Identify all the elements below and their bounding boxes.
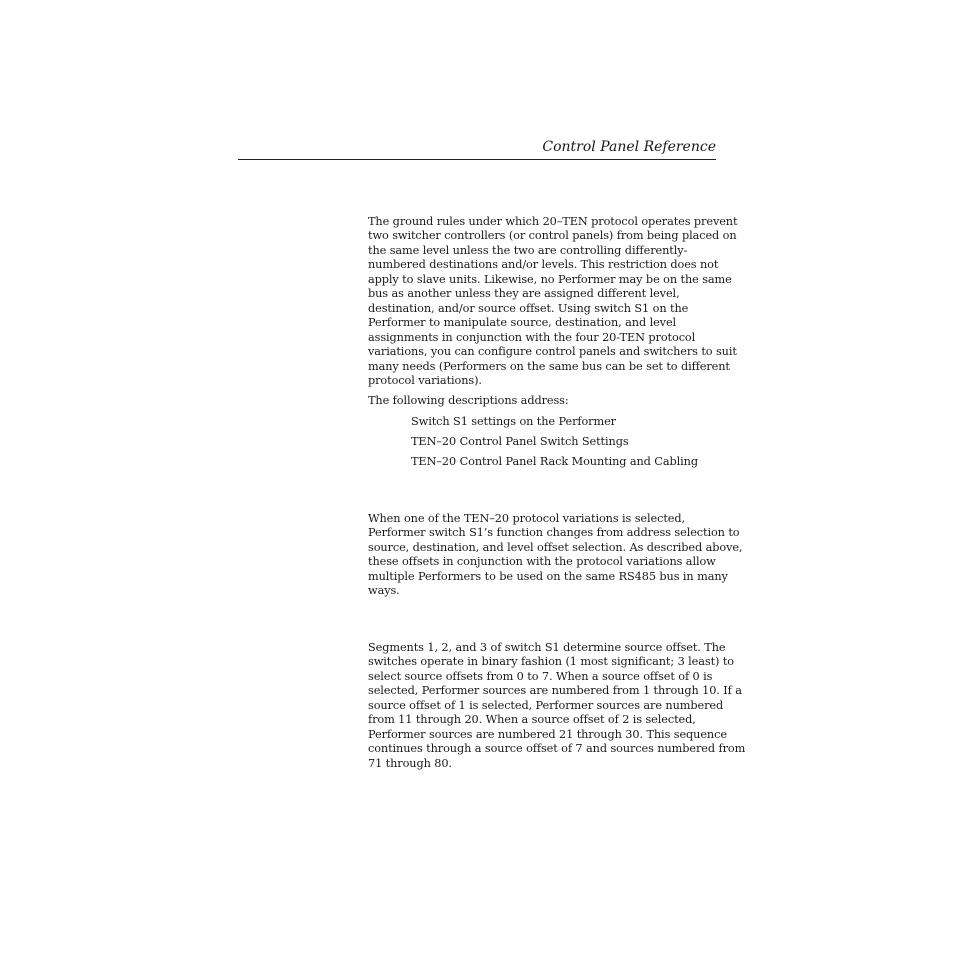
list-item: Switch S1 settings on the Performer (411, 415, 616, 428)
text-line: continues through a source offset of 7 and sources numbered from (368, 742, 746, 756)
text-line: the same level unless the two are controlling differently- (368, 243, 688, 257)
running-header-title: Control Panel Reference (542, 139, 716, 155)
text-line: ways. (368, 584, 400, 598)
text-line: from 11 through 20. When a source offset of 2 is selected, (368, 713, 696, 727)
list-item: TEN–20 Control Panel Rack Mounting and Cabling (411, 455, 698, 468)
text-line: destination, and/or source offset. Using switch S1 on the (368, 301, 689, 315)
text-line: bus as another unless they are assigned different level, (368, 287, 680, 301)
text-line: Performer sources are numbered 21 through 30. This sequence (368, 727, 727, 741)
text-line: 71 through 80. (368, 756, 452, 770)
text-line: source, destination, and level offset selection. As described above, (368, 540, 743, 554)
text-line: variations, you can configure control panels and switchers to suit (368, 345, 737, 359)
text-line: many needs (Performers on the same bus can be set to different (368, 359, 730, 373)
text-line: assignments in conjunction with the four 20-TEN protocol (368, 330, 696, 344)
text-line: numbered destinations and/or levels. This restriction does not (368, 258, 719, 272)
text-line: The following descriptions address: (368, 394, 569, 407)
text-line: When one of the TEN–20 protocol variations is selected, (368, 512, 685, 525)
paragraph-protocol-ground-rules (368, 215, 738, 388)
text-line: Performer switch S1’s function changes from address selection to (368, 526, 740, 540)
text-line: source offset of 1 is selected, Performer sources are numbered (368, 698, 724, 712)
text-line: apply to slave units. Likewise, no Performer may be on the same (368, 272, 732, 286)
text-line: multiple Performers to be used on the same RS485 bus in many (368, 569, 728, 583)
text-line: Segments 1, 2, and 3 of switch S1 determine source offset. The (368, 641, 726, 654)
paragraph-s1-function (368, 512, 743, 599)
text-line: The ground rules under which 20–TEN protocol operates prevent (368, 215, 738, 228)
text-line: two switcher controllers (or control panels) from being placed on (368, 229, 737, 243)
list-item: TEN–20 Control Panel Switch Settings (411, 435, 629, 448)
paragraph-descriptions-intro (368, 394, 718, 408)
paragraph-source-offset (368, 641, 746, 771)
text-line: select source offsets from 0 to 7. When a source offset of 0 is (368, 669, 713, 683)
text-line: switches operate in binary fashion (1 most significant; 3 least) to (368, 655, 734, 669)
text-line: these offsets in conjunction with the protocol variations allow (368, 555, 716, 569)
text-line: protocol variations). (368, 373, 482, 387)
text-line: Performer to manipulate source, destination, and level (368, 316, 677, 330)
text-line: selected, Performer sources are numbered from 1 through 10. If a (368, 684, 742, 698)
header-rule (238, 159, 716, 160)
